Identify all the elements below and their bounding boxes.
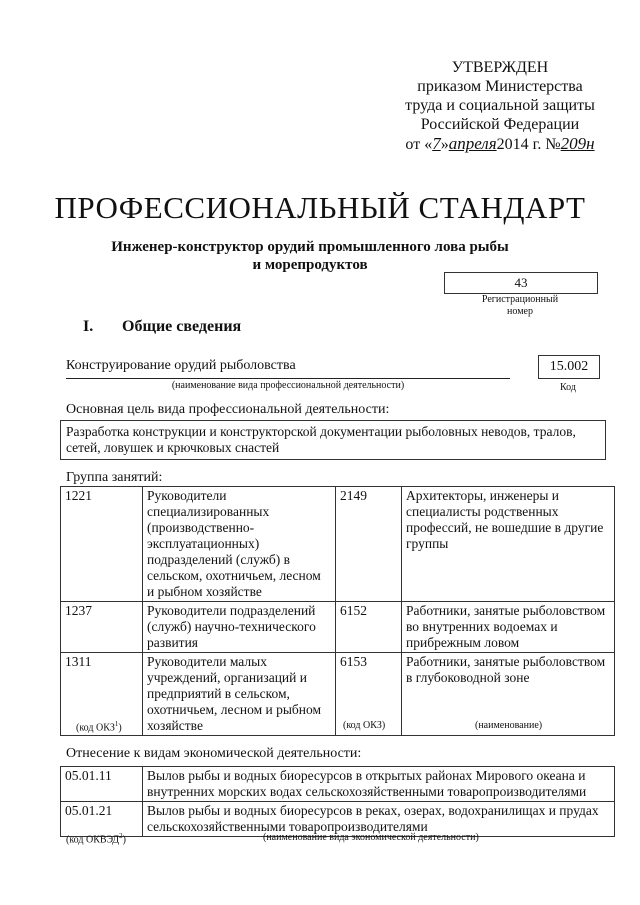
okz-code-cell: 1237	[61, 602, 143, 653]
okz-code-caption-2: (код ОКЗ)	[343, 720, 386, 731]
registration-caption-1: Регистрационный	[481, 294, 559, 305]
occupation-name-cell: Работники, занятые рыболовством во внутренних водоемах и прибрежным ловом	[402, 602, 615, 653]
registration-caption	[444, 294, 596, 318]
okz-code-cell: 2149	[336, 487, 402, 602]
activity-underline	[66, 378, 510, 379]
occupation-name-cell: Руководители подразделений (служб) научно-технического развития	[143, 602, 336, 653]
activity-code-box: 15.002	[538, 355, 600, 379]
subtitle-line-2: и морепродуктов	[252, 257, 368, 273]
goal-box: Разработка конструкции и конструкторской документации рыболовных неводов, тралов, сетей, ловушек и крючковых снастей	[60, 420, 606, 460]
document-title: ПРОФЕССИОНАЛЬНЫЙ СТАНДАРТ	[54, 190, 586, 225]
occupation-group-table	[60, 486, 615, 736]
table-row	[61, 487, 615, 602]
okz-code-cell: 1311	[61, 653, 143, 736]
okved-code-caption	[66, 832, 126, 845]
occupation-name-caption: (наименование)	[475, 720, 543, 731]
registration-caption-2: номер	[507, 306, 533, 317]
okz-caption-text: (код ОКЗ	[76, 722, 115, 734]
occupation-name-cell: Архитекторы, инженеры и специалисты родственных профессий, не вошедшие в другие группы	[402, 487, 615, 602]
section-title: Общие сведения	[122, 318, 242, 335]
okved-code-cell: 05.01.11	[61, 767, 143, 802]
order-prefix: от «	[405, 136, 433, 153]
approval-line-1: УТВЕРЖДЕН	[451, 59, 549, 76]
occupation-name-cell: Руководители малых учреждений, организаций и предприятий в сельском, охотничьем, лесном и рыбном хозяйстве	[143, 653, 336, 736]
econ-activity-name-caption: (наименование вида экономической деятельности)	[263, 832, 479, 843]
occupation-name-cell: Работники, занятые рыболовством в глубоководной зоне	[402, 653, 615, 736]
goal-label: Основная цель вида профессиональной деятельности:	[66, 402, 390, 417]
activity-caption: (наименование вида профессиональной деятельности)	[171, 380, 405, 391]
okz-code-caption	[76, 720, 122, 733]
okz-caption-end: )	[118, 722, 122, 734]
occupation-name-cell: Руководители специализированных (производственно-эксплуатационных) подразделений (служб) в сельском, охотничьем, лесном и рыбном хозяйстве	[143, 487, 336, 602]
table-row	[61, 767, 615, 802]
econ-activity-label: Отнесение к видам экономической деятельности:	[66, 746, 362, 761]
document-subtitle	[110, 238, 510, 274]
okved-caption-end: )	[122, 834, 126, 846]
okz-code-cell: 6153	[336, 653, 402, 736]
activity-code-caption: Код	[560, 382, 576, 393]
order-number: 209н	[560, 134, 595, 153]
econ-activity-name-cell: Вылов рыбы и водных биоресурсов в открытых районах Мирового океана и внутренних морских водах сельскохозяйственными товаропроизводителями	[143, 767, 615, 802]
footnote-marker: 1	[114, 720, 119, 728]
group-label: Группа занятий:	[66, 470, 163, 485]
approval-block	[400, 58, 600, 154]
okved-caption-text: (код ОКВЭД	[66, 834, 120, 846]
econ-activity-table	[60, 766, 615, 837]
order-month: апреля	[448, 134, 497, 153]
approval-line-3: труда и социальной защиты	[405, 97, 595, 114]
approval-line-4: Российской Федерации	[420, 116, 580, 133]
subtitle-line-1: Инженер-конструктор орудий промышленного лова рыбы	[111, 239, 509, 255]
section-number: I.	[83, 318, 94, 335]
order-mid: »	[440, 136, 449, 153]
activity-name: Конструирование орудий рыболовства	[66, 358, 296, 373]
footnote-marker: 2	[119, 832, 123, 840]
registration-number-box: 43	[444, 272, 598, 294]
order-year: 2014 г. №	[496, 136, 561, 153]
econ-activity-name-cell: Вылов рыбы и водных биоресурсов в реках, озерах, водохранилищах и прудах сельскохозяйственными товаропроизводителями	[143, 802, 615, 837]
okved-code-cell: 05.01.21	[61, 802, 143, 837]
order-line	[400, 134, 600, 154]
okz-code-cell: 1221	[61, 487, 143, 602]
table-row	[61, 602, 615, 653]
okz-code-cell: 6152	[336, 602, 402, 653]
approval-line-2: приказом Министерства	[417, 78, 583, 95]
order-day: 7	[432, 134, 441, 153]
